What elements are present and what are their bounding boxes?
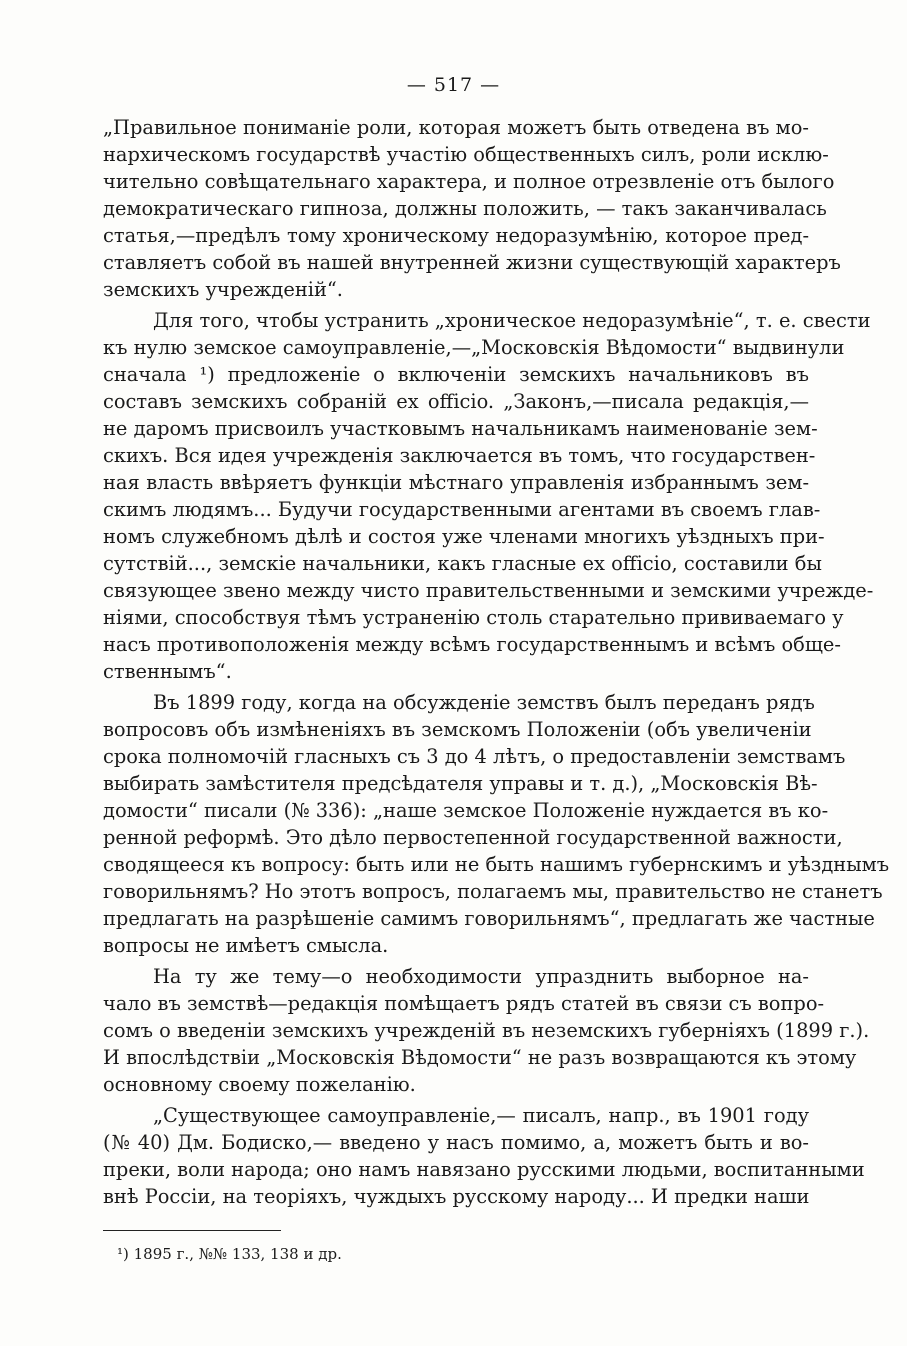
text-line: не даромъ присвоилъ участковымъ начальникамъ наименованіе зем- bbox=[103, 417, 818, 440]
text-line: ная власть ввѣряетъ функціи мѣстнаго управленія избраннымъ зем- bbox=[103, 471, 809, 494]
footnote: ¹) 1895 г., №№ 133, 138 и др. bbox=[117, 1245, 342, 1263]
text-line: нархическомъ государствѣ участію общественныхъ силъ, роли исклю- bbox=[103, 143, 829, 166]
text-line: „Правильное пониманіе роли, которая можетъ быть отведена въ мо- bbox=[103, 116, 809, 139]
text-line: составъ земскихъ собраній ex officio. „Законъ,—писала редакція,— bbox=[103, 390, 809, 413]
paragraph-1 bbox=[103, 114, 841, 303]
text-line: скимъ людямъ... Будучи государственными агентами въ своемъ глав- bbox=[103, 498, 821, 521]
text-line: На ту же тему—о необходимости упразднить выборное на- bbox=[153, 965, 809, 988]
text-line: говорильнямъ? Но этотъ вопросъ, полагаемъ мы, правительство не станетъ bbox=[103, 880, 883, 903]
text-line: чительно совѣщательнаго характера, и полное отрезвленіе отъ былого bbox=[103, 170, 835, 193]
text-line: сначала ¹) предложеніе о включеніи земскихъ начальниковъ въ bbox=[103, 363, 809, 386]
text-line: вопросовъ объ измѣненіяхъ въ земскомъ Положеніи (объ увеличеніи bbox=[103, 718, 812, 741]
text-line: домости“ писали (№ 336): „наше земское Положеніе нуждается въ ко- bbox=[103, 799, 829, 822]
text-line: преки, воли народа; оно намъ навязано русскими людьми, воспитанными bbox=[103, 1158, 865, 1181]
text-line: чало въ земствѣ—редакція помѣщаетъ рядъ статей въ связи съ вопро- bbox=[103, 992, 825, 1015]
text-line: связующее звено между чисто правительственными и земскими учрежде- bbox=[103, 579, 874, 602]
paragraph-5 bbox=[103, 1102, 865, 1210]
text-line: номъ служебномъ дѣлѣ и состоя уже членами многихъ уѣздныхъ при- bbox=[103, 525, 825, 548]
footnote-divider bbox=[103, 1230, 281, 1231]
text-line: срока полномочій гласныхъ съ 3 до 4 лѣтъ, о предоставленіи земствамъ bbox=[103, 745, 846, 768]
text-line: статья,—предѣлъ тому хроническому недоразумѣнію, которое пред- bbox=[103, 224, 809, 247]
text-line: И впослѣдствіи „Московскія Вѣдомости“ не разъ возвращаются къ этому bbox=[103, 1046, 857, 1069]
text-line: (№ 40) Дм. Бодиско,— введено у насъ помимо, а, можетъ быть и во- bbox=[103, 1131, 809, 1154]
text-line: предлагать на разрѣшеніе самимъ говорильнямъ“, предлагать же частные bbox=[103, 907, 875, 930]
text-line: скихъ. Вся идея учрежденія заключается въ томъ, что государствен- bbox=[103, 444, 816, 467]
page-number: — 517 — bbox=[406, 74, 501, 96]
text-line: сомъ о введеніи земскихъ учрежденій въ неземскихъ губерніяхъ (1899 г.). bbox=[103, 1019, 870, 1042]
paragraph-2 bbox=[103, 307, 874, 685]
text-line: вопросы не имѣетъ смысла. bbox=[103, 934, 389, 957]
text-line: внѣ Россіи, на теоріяхъ, чуждыхъ русскому народу... И предки наши bbox=[103, 1185, 810, 1208]
text-line: ніями, способствуя тѣмъ устраненію столь старательно прививаемаго у bbox=[103, 606, 844, 629]
body-text bbox=[103, 114, 890, 1210]
text-line: демократическаго гипноза, должны положить, — такъ заканчивалась bbox=[103, 197, 827, 220]
text-line: основному своему пожеланію. bbox=[103, 1073, 416, 1096]
text-line: насъ противоположенія между всѣмъ государственнымъ и всѣмъ обще- bbox=[103, 633, 841, 656]
text-line: земскихъ учрежденій“. bbox=[103, 278, 343, 301]
text-line: ставляетъ собой въ нашей внутренней жизни существующій характеръ bbox=[103, 251, 841, 274]
text-line: къ нулю земское самоуправленіе,—„Московскія Вѣдомости“ выдвинули bbox=[103, 336, 845, 359]
text-line: ственнымъ“. bbox=[103, 660, 232, 683]
text-line: Для того, чтобы устранить „хроническое недоразумѣніе“, т. е. свести bbox=[153, 309, 871, 332]
text-line: сводящееся къ вопросу: быть или не быть нашимъ губернскимъ и уѣзднымъ bbox=[103, 853, 890, 876]
text-line: „Существующее самоуправленіе,— писалъ, напр., въ 1901 году bbox=[153, 1104, 809, 1127]
text-line: ренной реформѣ. Это дѣло первостепенной государственной важности, bbox=[103, 826, 843, 849]
text-line: Въ 1899 году, когда на обсужденіе земствъ былъ переданъ рядъ bbox=[153, 691, 815, 714]
text-line: сутствій..., земскіе начальники, какъ гласные ex officio, составили бы bbox=[103, 552, 822, 575]
paragraph-4 bbox=[103, 963, 870, 1098]
paragraph-3 bbox=[103, 689, 890, 959]
text-line: выбирать замѣстителя предсѣдателя управы и т. д.), „Московскія Вѣ- bbox=[103, 772, 818, 795]
